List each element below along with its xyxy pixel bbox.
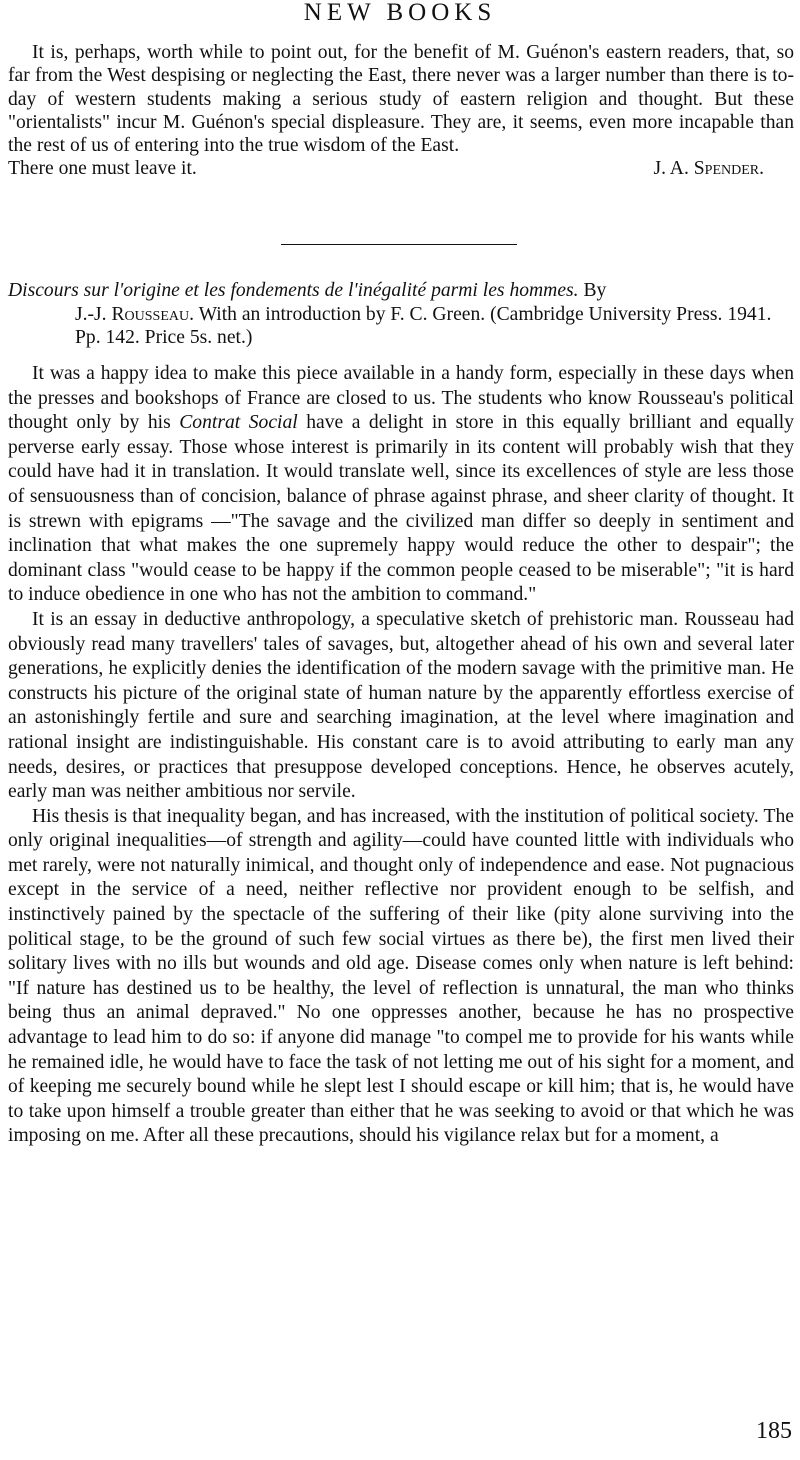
closing-sentence: There one must leave it. <box>8 158 197 180</box>
review-paragraph-1 <box>8 362 794 608</box>
book-title: Discours sur l'origine et les fondements de l'inégalité parmi les hommes. <box>8 280 579 301</box>
page-number: 185 <box>756 1418 792 1444</box>
previous-review-text: It is, perhaps, worth while to point out, for the benefit of M. Guénon's eastern readers, that, so far from the West despising or neglecting the East, there never was a larger number than there is to-day of western students making a serious study of eastern religion and thought. But these "orientalists" incur M. Guénon's special displeasure. They are, it seems, even more incapable than the rest of us of entering into the true wisdom of the East. <box>8 42 794 157</box>
review-p1-text-a: It was a happy idea to make this piece available in a handy form, especially in these days when the presses and bookshops of France are closed to us. The students who know Rousseau's political thought only by his <box>8 363 794 434</box>
review-body <box>8 362 794 1149</box>
book-imprint <box>8 303 794 350</box>
review-p1-text-b: have a delight in store in this equally brilliant and equally perverse early essay. Those whose interest is primarily in its content will probably wish that they could have had it in translation. It would translate well, since its excellences of style are less those of sensuousness than of concision, balance of phrase against phrase, and sheer clarity of thought. It is strewn with epigrams —"The savage and the civilized man differ so deeply in sentiment and inclination that what makes the one supremely happy would reduce the other to despair"; the dominant class "would cease to be happy if the common people ceased to be miserable"; "it is hard to induce obedience in one who has not the ambition to command." <box>8 412 795 606</box>
running-head: NEW BOOKS <box>303 0 497 26</box>
book-author: J.-J. Rousseau. <box>75 303 195 325</box>
book-heading <box>8 279 794 350</box>
signature-line <box>8 157 794 180</box>
review-paragraph-2: It is an essay in deductive anthropology, a speculative sketch of prehistoric man. Rousseau had obviously read many travellers' tales of savages, but, altogether ahead of his own and several later generations, he explicitly denies the identification of the modern savage with the primitive man. He constructs his picture of the original state of human nature by the apparently effortless exercise of an astonishingly fertile and sure and searching imagination, at the level where imagination and rational insight are indistinguishable. His constant care is to avoid attributing to early man any needs, desires, or practices that presuppose developed conceptions. Hence, he observes acutely, early man was neither ambitious nor servile. <box>8 608 794 803</box>
review-paragraph-3: His thesis is that inequality began, and has increased, with the institution of political society. The only original inequalities—of strength and agility—could have counted little with individuals who met rarely, were not naturally inimical, and thought only of independence and ease. Not pugnacious except in the service of a need, neither reflective nor provident enough to be selfish, and instinctively pained by the spectacle of the suffering of their like (pity alone surviving into the political stage, to be the ground of such few social virtues as there be), the first men lived their solitary lives with no ills but wounds and old age. Disease comes only when nature is left behind: "If nature has destined us to be healthy, the level of reflection is unnatural, the man who thinks being thus an animal depraved." No one oppresses another, because he has no prospective advantage to lead him to do so: if anyone did manage "to compel me to provide for his wants while he remained idle, he would have to face the task of not letting me out of his sight for a moment, and of keeping me securely bound while he slept lest I should escape or kill him; that is, he would have to take upon himself a trouble greater than either that he was seeking to avoid or that which he was imposing on me. After all these precautions, should his vigilance relax but for a moment, a <box>8 805 794 1147</box>
book-by: By <box>583 280 607 301</box>
section-divider <box>281 244 517 245</box>
contrat-social-title: Contrat Social <box>179 412 298 434</box>
reviewer-signature: J. A. Spender. <box>653 158 764 180</box>
book-details: With an introduction by F. C. Green. (Cambridge University Press. 1941. Pp. 142. Price 5s. net.) <box>75 303 772 348</box>
previous-review-ending <box>8 41 794 181</box>
